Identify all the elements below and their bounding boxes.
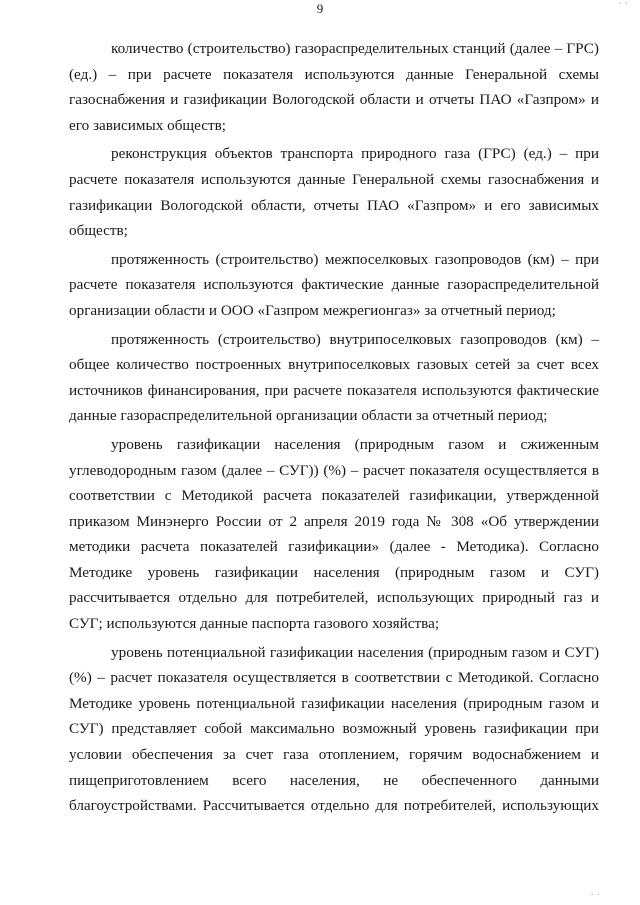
paragraph-gasification-level: уровень газификации населения (природным газом и сжиженным углеводородным газом (далее – СУГ)) (%) – расчет показателя осуществляется в соответствии с Методикой расчета показателей газификации, утвержденной приказом Минэнерго России от 2 апреля 2019 года № 308 «Об утверждении методики расчета показателей газификации» (далее - Методика). Согласно Методике уровень газификации населения (природным газом и СУГ) рассчитывается отдельно для потребителей, использующих природный газ и СУГ; используются данные паспорта газового хозяйства;: [69, 435, 599, 633]
paragraph-grs-reconstruction: реконструкция объектов транспорта природного газа (ГРС) (ед.) – при расчете показателя используются данные Генеральной схемы газоснабжения и газификации Вологодской области, отчеты ПАО «Газпром» и его зависимых обществ;: [69, 145, 599, 240]
page-number: 9: [316, 1, 324, 16]
paragraph-grs-count: количество (строительство) газораспределительных станций (далее – ГРС) (ед.) – при расчете показателя используются данные Генеральной схемы газоснабжения и газификации Вологодской области и отчеты ПАО «Газпром» и его зависимых обществ;: [69, 40, 599, 134]
scan-corner-mark: · ·: [618, 0, 628, 10]
paragraph-potential-gasification-level: уровень потенциальной газификации населения (природным газом и СУГ) (%) – расчет показателя осуществляется в соответствии с Методикой. Согласно Методике уровень потенциальной газификации населения (природным газом и СУГ) представляет собой максимально возможный уровень газификации при условии обеспечения за счет газа отоплением, горячим водоснабжением и пищеприготовлением всего населения, не обеспеченного данными благоустройствами. Рассчитывается отдельно для потребителей, использующих: [69, 643, 599, 815]
paragraph-intersettlement-pipelines: протяженность (строительство) межпоселковых газопроводов (км) – при расчете показателя используются фактические данные газораспределительной организации области и ООО «Газпром межрегионгаз» за отчетный период;: [69, 250, 599, 319]
paragraph-intrasettlement-pipelines: протяженность (строительство) внутрипоселковых газопроводов (км) – общее количество построенных внутрипоселковых газовых сетей за счет всех источников финансирования, при расчете показателя используются фактические данные газораспределительной организации области за отчетный период;: [69, 330, 599, 425]
scan-corner-mark-bottom: · ·: [590, 890, 600, 901]
document-body: [69, 36, 599, 822]
